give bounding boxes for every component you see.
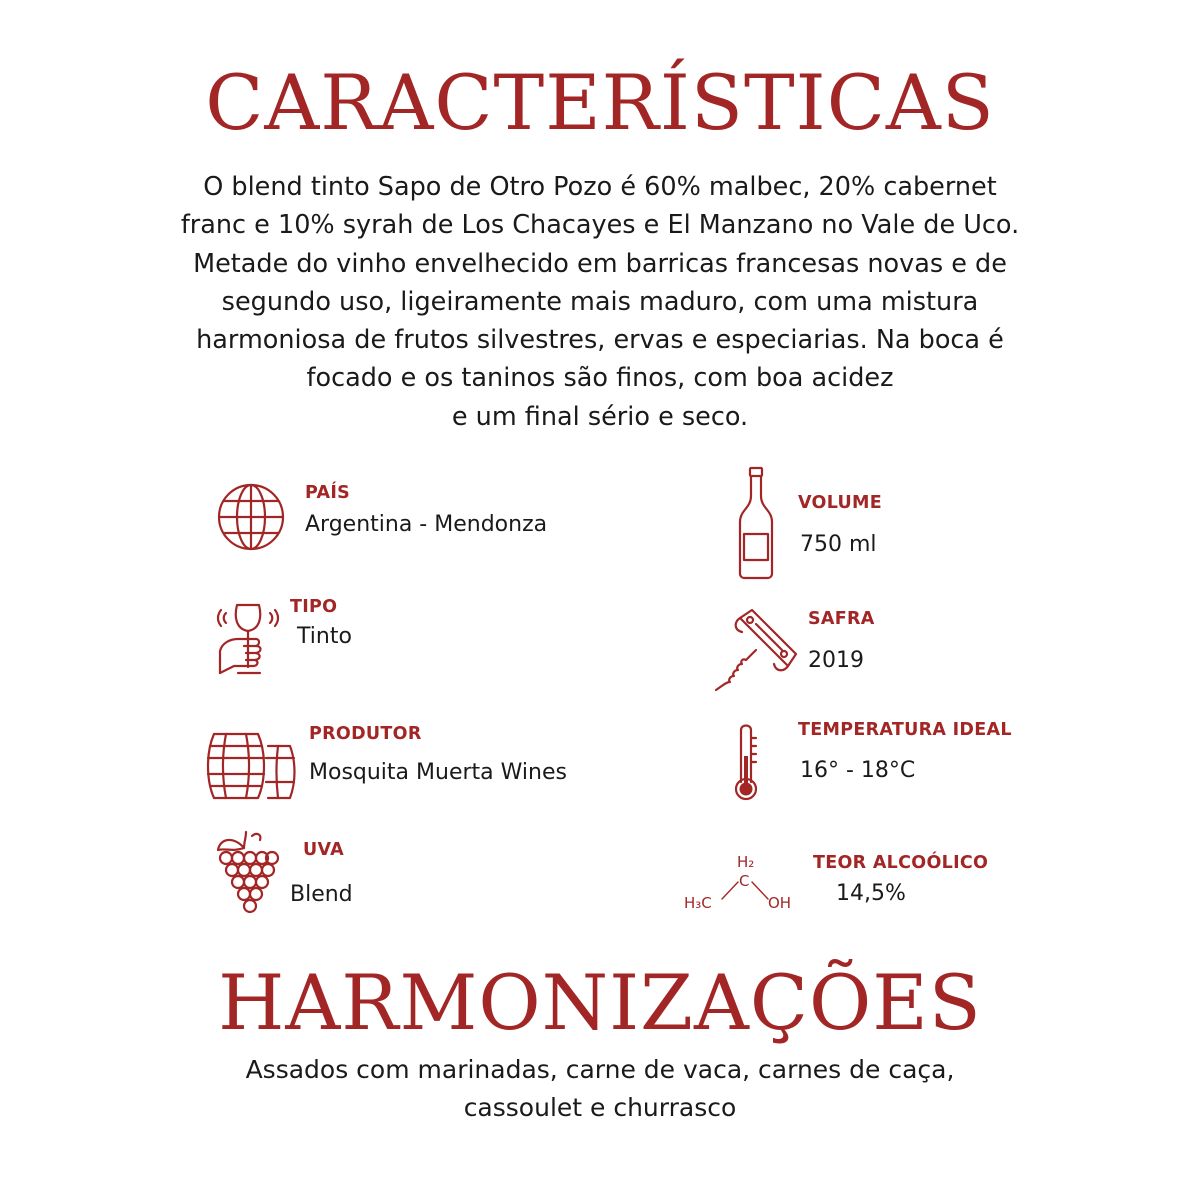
description-line: harmoniosa de frutos silvestres, ervas e especiarias. Na boca é xyxy=(196,325,1004,356)
ethanol-h2: H₂ xyxy=(737,853,755,871)
barrels-icon xyxy=(206,730,298,802)
volume-value: 750 ml xyxy=(800,532,877,557)
description-line: franc e 10% syrah de Los Chacayes e El Manzano no Vale de Uco. xyxy=(180,210,1020,241)
country-label: PAÍS xyxy=(305,483,351,503)
temperature-value: 16° - 18°C xyxy=(800,758,916,783)
description-line: O blend tinto Sapo de Otro Pozo é 60% malbec, 20% cabernet xyxy=(203,172,997,202)
pairings-text xyxy=(100,1051,1100,1127)
globe-icon xyxy=(216,482,286,552)
country-value: Argentina - Mendonza xyxy=(305,512,548,537)
grape-label: UVA xyxy=(303,840,345,860)
producer-label: PRODUTOR xyxy=(309,724,422,744)
alcohol-value: 14,5% xyxy=(836,881,906,906)
type-label: TIPO xyxy=(290,597,338,617)
vintage-label: SAFRA xyxy=(808,609,875,629)
pairings-title: HARMONIZAÇÕES xyxy=(218,958,982,1047)
description-line: Metade do vinho envelhecido em barricas francesas novas e de xyxy=(193,248,1007,279)
description-line: focado e os taninos são finos, com boa acidez xyxy=(306,363,894,394)
wine-glass-hand-icon xyxy=(216,601,276,677)
thermometer-icon xyxy=(732,722,762,802)
description-line: segundo uso, ligeiramente mais maduro, com uma mistura xyxy=(221,286,979,317)
vintage-value: 2019 xyxy=(808,648,864,673)
grapes-icon xyxy=(212,828,280,918)
wine-description xyxy=(100,168,1100,436)
ethanol-h3c: H₃C xyxy=(684,894,712,912)
grape-value: Blend xyxy=(290,882,353,907)
producer-value: Mosquita Muerta Wines xyxy=(309,760,567,785)
description-line: e um final sério e seco. xyxy=(451,401,749,432)
ethanol-oh: OH xyxy=(768,894,792,912)
volume-label: VOLUME xyxy=(798,493,883,513)
ethanol-c: C xyxy=(739,872,750,890)
corkscrew-icon xyxy=(712,606,800,694)
type-value: Tinto xyxy=(297,624,352,649)
bottle-icon xyxy=(736,466,776,580)
pairing-line: cassoulet e churrasco xyxy=(463,1093,737,1122)
characteristics-title: CARACTERÍSTICAS xyxy=(205,58,995,147)
alcohol-label: TEOR ALCOÓLICO xyxy=(813,853,989,873)
ethanol-formula-icon xyxy=(684,852,804,916)
temperature-label: TEMPERATURA IDEAL xyxy=(798,720,1012,740)
pairing-line: Assados com marinadas, carne de vaca, carnes de caça, xyxy=(245,1055,955,1084)
